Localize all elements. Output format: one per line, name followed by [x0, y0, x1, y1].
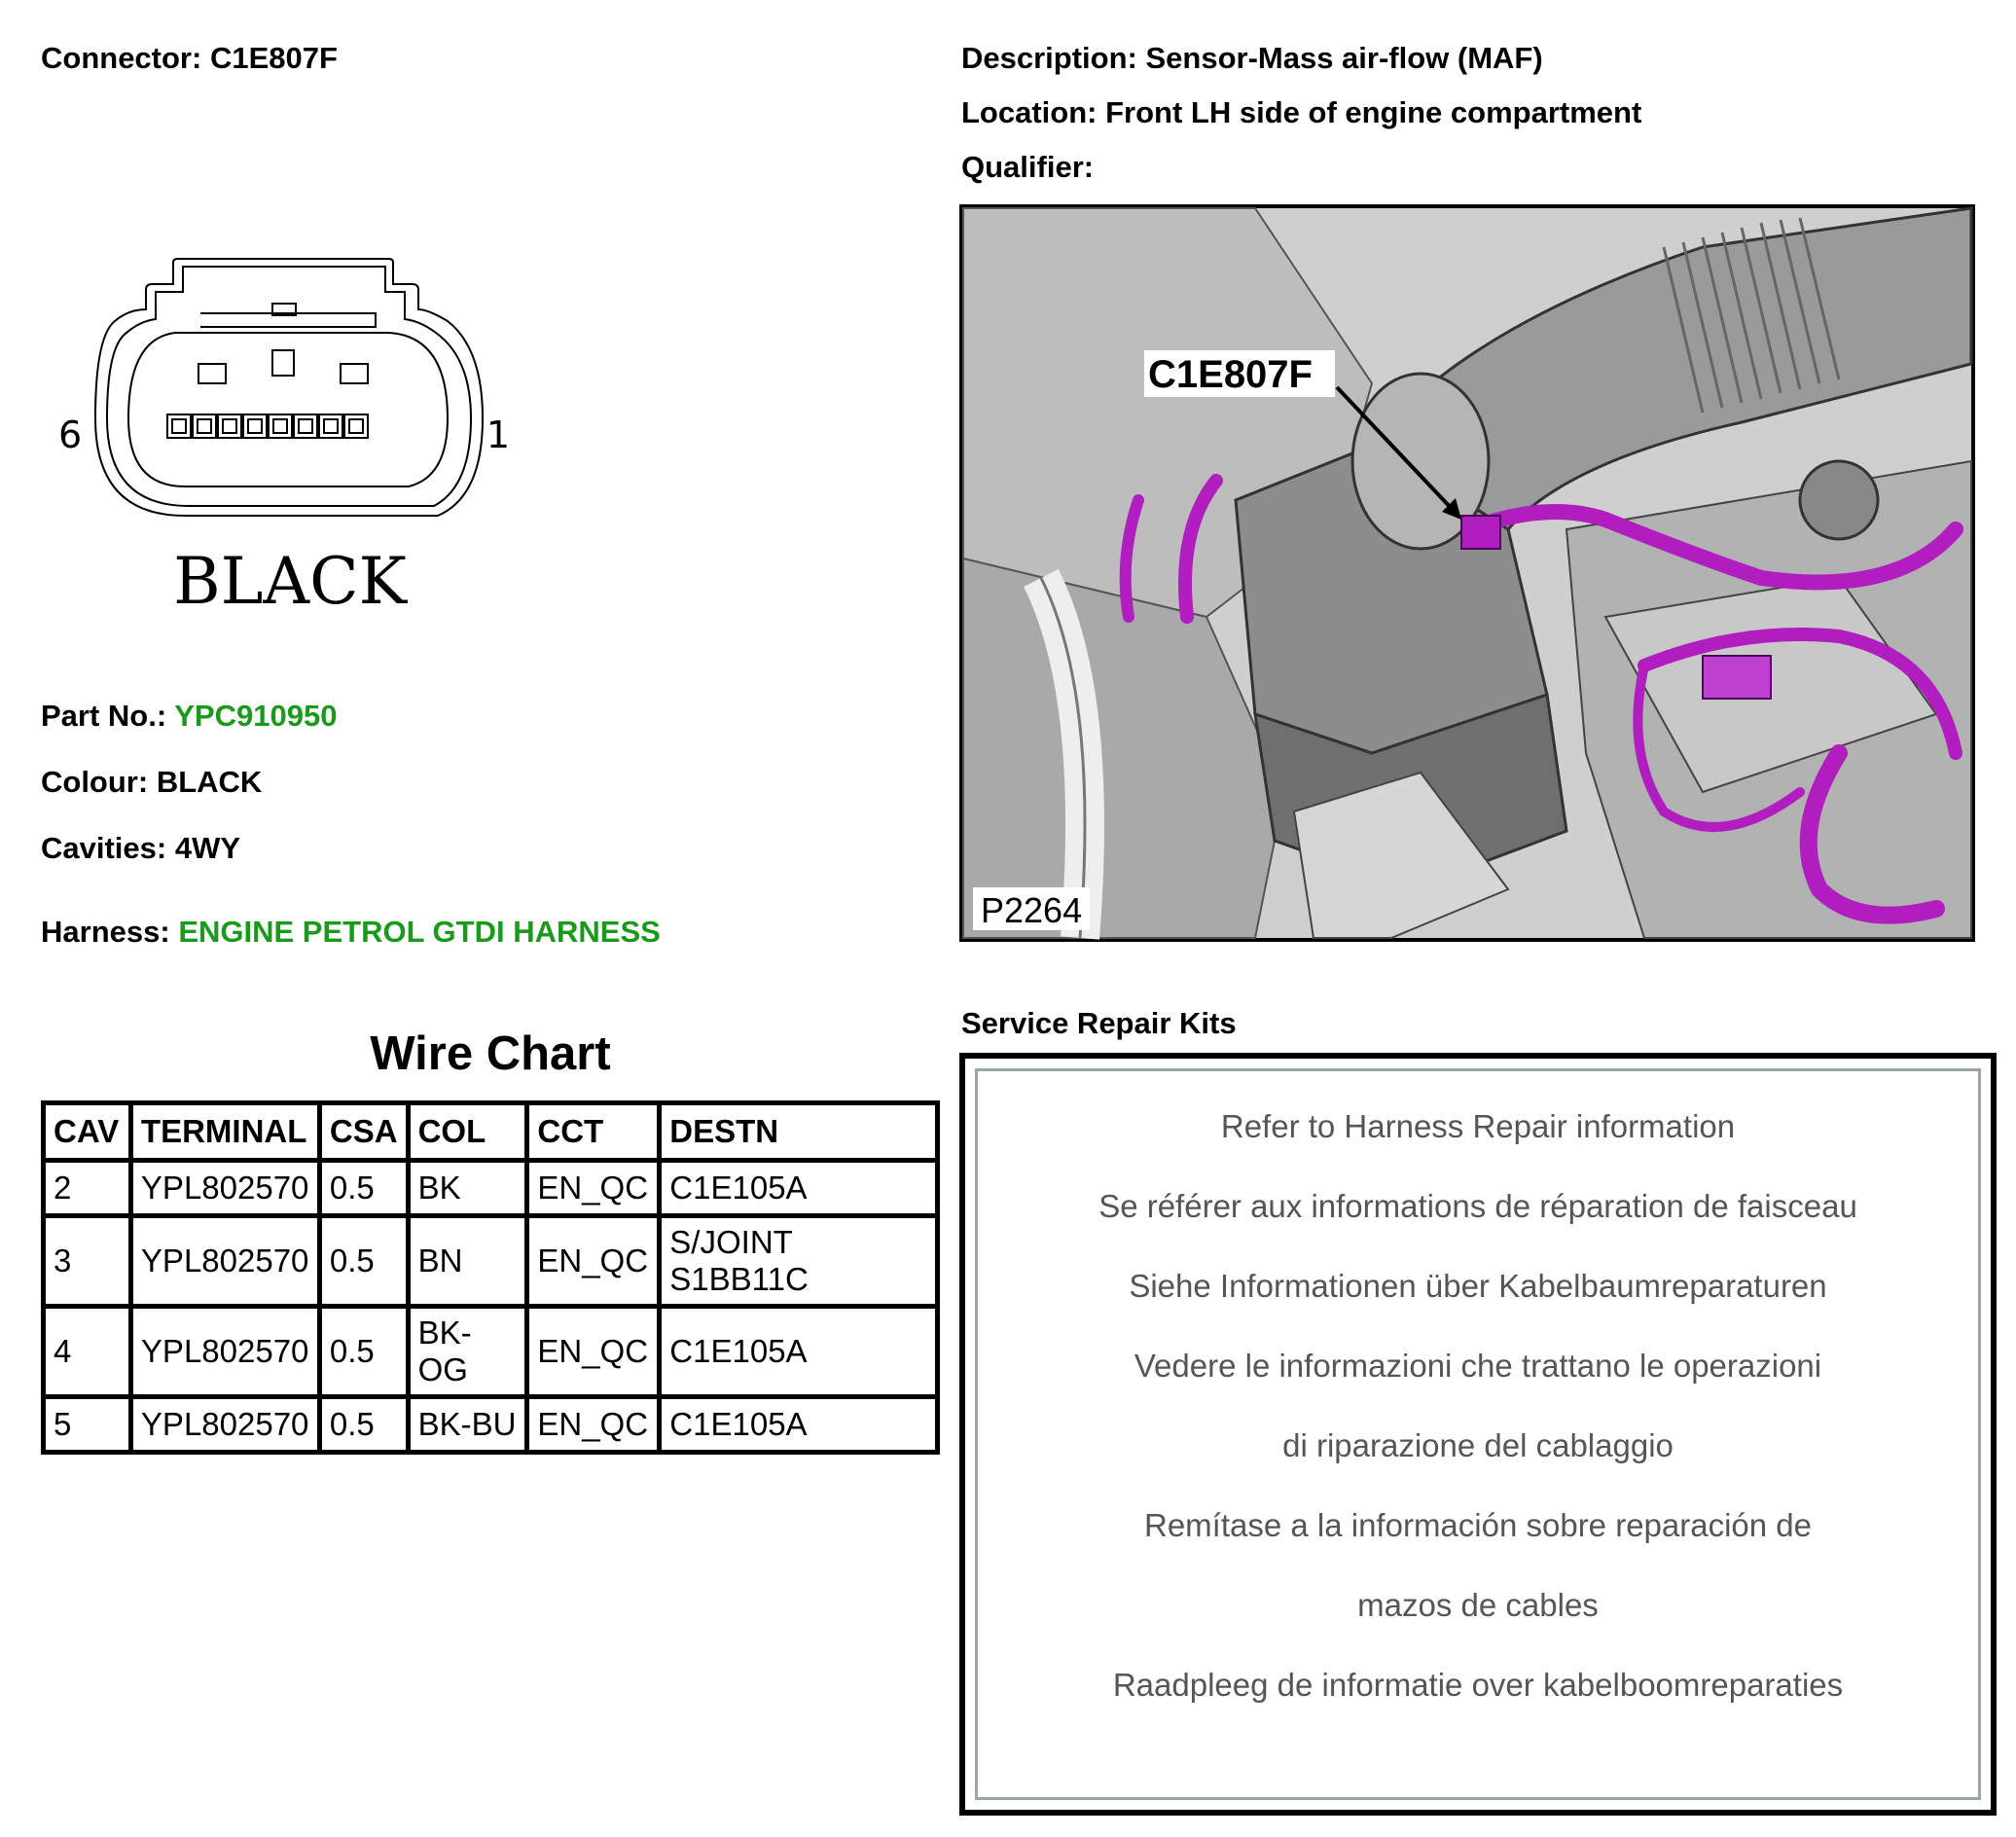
cell-col	[408, 1307, 527, 1397]
location-photo	[959, 204, 1975, 942]
qualifier-label: Qualifier:	[961, 150, 1095, 184]
wire-chart-title: Wire Chart	[370, 1027, 611, 1080]
cell-col: BK-BU	[408, 1397, 527, 1453]
kit-line: Remítase a la información sobre reparación de	[1143, 1507, 1813, 1543]
pin-1-label: 1	[486, 414, 510, 456]
location-value: Front LH side of engine compartment	[1105, 95, 1642, 129]
table-row	[44, 1216, 938, 1307]
part-no-label: Part No.:	[41, 699, 167, 733]
table-row	[44, 1397, 938, 1453]
cell-col: BN	[408, 1216, 527, 1307]
part-no-field	[41, 699, 337, 734]
colour-label: Colour:	[41, 765, 149, 799]
table-row	[44, 1161, 938, 1216]
kit-line: di riparazione del cablaggio	[1282, 1427, 1674, 1463]
part-no-link[interactable]: YPC910950	[174, 699, 338, 733]
diagram-colour-text: BLACK	[173, 544, 407, 619]
pin-6-label: 6	[58, 414, 83, 456]
description-value: Sensor-Mass air-flow (MAF)	[1145, 41, 1543, 75]
wire-chart-table	[41, 1100, 940, 1455]
location-label: Location:	[961, 95, 1098, 129]
harness-link[interactable]: ENGINE PETROL GTDI HARNESS	[178, 915, 661, 949]
cell-cav: 2	[44, 1161, 131, 1216]
cell-destn-text: S/JOINT S1BB11C	[669, 1224, 809, 1297]
cell-destn: C1E105A	[660, 1307, 938, 1397]
photo-ref-label: P2264	[981, 890, 1083, 930]
col-header-col: COL	[408, 1103, 527, 1161]
cell-terminal: YPL802570	[130, 1307, 319, 1397]
maf-connector	[1461, 516, 1500, 549]
service-kits-title: Service Repair Kits	[961, 1006, 1237, 1040]
cell-csa: 0.5	[319, 1161, 408, 1216]
colour-field	[41, 765, 262, 800]
kit-line: Refer to Harness Repair information	[1220, 1108, 1736, 1144]
cell-cct: EN_QC	[527, 1307, 660, 1397]
col-header-cct: CCT	[527, 1103, 660, 1161]
col-header-terminal: TERMINAL	[130, 1103, 319, 1161]
harness-field	[41, 915, 661, 950]
cavities-field	[41, 831, 240, 866]
col-header-cav: CAV	[44, 1103, 131, 1161]
cell-cav: 3	[44, 1216, 131, 1307]
photo-callout-label: C1E807F	[1148, 353, 1313, 396]
cell-destn	[660, 1216, 938, 1307]
service-kits-box	[959, 1053, 1997, 1816]
harness-label: Harness:	[41, 915, 170, 949]
cell-col-text: BK-OG	[417, 1315, 472, 1387]
cavities-label: Cavities:	[41, 831, 167, 865]
description-field	[961, 41, 1543, 76]
cell-cct: EN_QC	[527, 1161, 660, 1216]
kit-line: Se référer aux informations de réparation de faisceau	[1098, 1188, 1857, 1224]
cell-destn: C1E105A	[660, 1161, 938, 1216]
cell-cav: 4	[44, 1307, 131, 1397]
engine-bay-illustration	[963, 208, 1971, 938]
cell-cct: EN_QC	[527, 1216, 660, 1307]
description-label: Description:	[961, 41, 1137, 75]
col-header-destn: DESTN	[660, 1103, 938, 1161]
table-row	[44, 1307, 938, 1397]
wire-chart-header-row	[44, 1103, 938, 1161]
cell-terminal: YPL802570	[130, 1161, 319, 1216]
kit-line: Siehe Informationen über Kabelbaumreparaturen	[1129, 1268, 1827, 1304]
qualifier-field	[961, 150, 1094, 185]
service-kits-inner	[975, 1068, 1981, 1800]
connector-face-diagram	[39, 243, 510, 632]
kit-line: mazos de cables	[1357, 1587, 1599, 1623]
cell-csa: 0.5	[319, 1307, 408, 1397]
colour-value: BLACK	[156, 765, 263, 799]
cell-terminal: YPL802570	[130, 1216, 319, 1307]
kit-line: Vedere le informazioni che trattano le operazioni	[1134, 1348, 1822, 1384]
cell-cav: 5	[44, 1397, 131, 1453]
cavities-value: 4WY	[174, 831, 241, 865]
connector-label: Connector:	[41, 41, 202, 75]
connector-value: C1E807F	[209, 41, 338, 75]
cell-destn: C1E105A	[660, 1397, 938, 1453]
location-field	[961, 95, 1641, 130]
kit-line: Raadpleeg de informatie over kabelboomreparaties	[1112, 1667, 1844, 1703]
cell-terminal: YPL802570	[130, 1397, 319, 1453]
connector-field	[41, 41, 338, 76]
cell-col: BK	[408, 1161, 527, 1216]
cell-csa: 0.5	[319, 1397, 408, 1453]
cell-cct: EN_QC	[527, 1397, 660, 1453]
cell-csa: 0.5	[319, 1216, 408, 1307]
col-header-csa: CSA	[319, 1103, 408, 1161]
